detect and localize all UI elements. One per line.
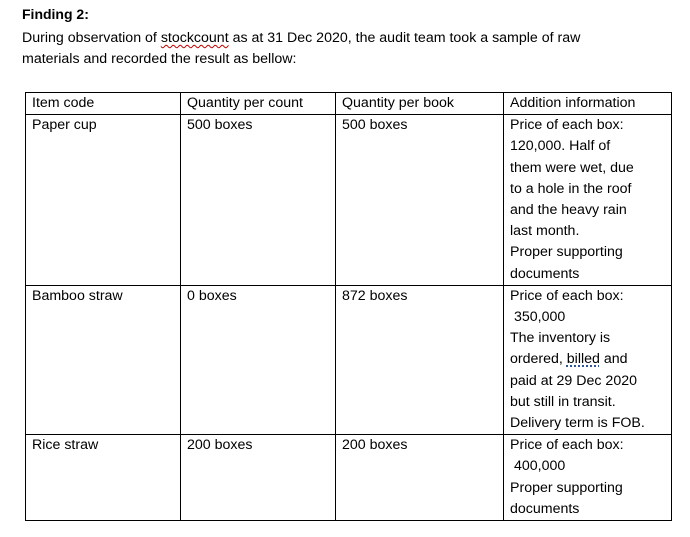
info-line: 350,000 <box>514 309 566 326</box>
info-line: last month. <box>510 223 580 240</box>
info-line: to a hole in the roof <box>510 180 632 197</box>
info-text: and <box>599 351 628 368</box>
cell-item-code: Paper cup <box>26 115 181 286</box>
info-line: documents <box>510 265 580 282</box>
info-line: Price of each box: <box>510 117 624 134</box>
table-row <box>26 435 672 521</box>
info-line: Proper supporting <box>510 244 623 261</box>
table-row <box>26 115 672 286</box>
table-row <box>26 285 672 434</box>
intro-text-line2: materials and recorded the result as bellow: <box>22 51 297 67</box>
spellcheck-word: stockcount <box>160 30 229 46</box>
stock-sample-table <box>25 92 672 521</box>
info-text: ordered, <box>510 351 567 368</box>
cell-quantity-book: 872 boxes <box>336 285 504 434</box>
header-item-code: Item code <box>26 93 181 115</box>
info-line <box>510 349 671 370</box>
info-line: but still in transit. <box>510 393 616 410</box>
intro-text-before: During observation of <box>22 30 161 46</box>
cell-item-code: Bamboo straw <box>26 285 181 434</box>
info-line: them were wet, due <box>510 159 634 176</box>
grammar-marked-word: billed <box>566 351 600 368</box>
header-quantity-count: Quantity per count <box>181 93 336 115</box>
info-line: Price of each box: <box>510 287 624 304</box>
cell-quantity-book: 200 boxes <box>336 435 504 521</box>
intro-paragraph <box>22 28 682 70</box>
header-addition-info: Addition information <box>504 93 672 115</box>
intro-text-after: as at 31 Dec 2020, the audit team took a sample of raw <box>228 30 581 46</box>
cell-quantity-count: 200 boxes <box>181 435 336 521</box>
info-line: Price of each box: <box>510 437 624 454</box>
cell-quantity-book: 500 boxes <box>336 115 504 286</box>
info-line: 400,000 <box>514 458 566 475</box>
info-line: The inventory is <box>510 330 611 347</box>
cell-addition-info <box>504 115 672 286</box>
info-line: paid at 29 Dec 2020 <box>510 372 637 389</box>
header-quantity-book: Quantity per book <box>336 93 504 115</box>
cell-item-code: Rice straw <box>26 435 181 521</box>
cell-addition-info <box>504 285 672 434</box>
finding-heading: Finding 2: <box>22 6 89 22</box>
info-line: 120,000. Half of <box>510 138 611 155</box>
info-line: Delivery term is FOB. <box>510 415 645 432</box>
cell-addition-info <box>504 435 672 521</box>
info-line: and the heavy rain <box>510 202 627 219</box>
table-header-row <box>26 93 672 115</box>
info-line: documents <box>510 500 580 517</box>
cell-quantity-count: 500 boxes <box>181 115 336 286</box>
info-line: Proper supporting <box>510 479 623 496</box>
cell-quantity-count: 0 boxes <box>181 285 336 434</box>
